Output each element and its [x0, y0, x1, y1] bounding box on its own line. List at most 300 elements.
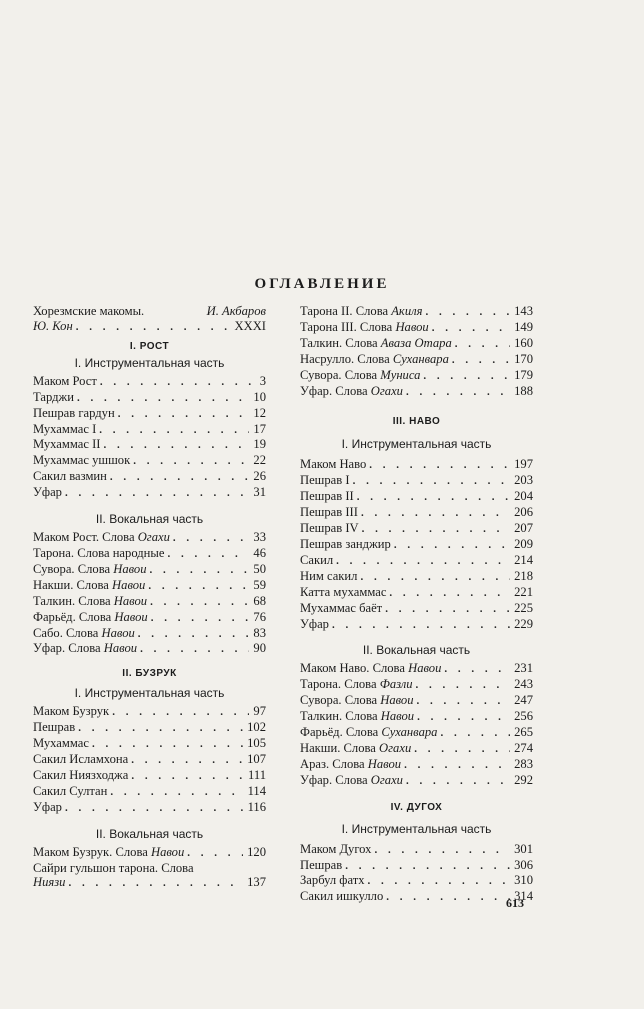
leader-dots — [437, 726, 510, 741]
leader-dots — [62, 801, 244, 816]
toc-entry — [300, 725, 533, 741]
toc-entry — [300, 457, 533, 473]
intro-author-2: Ю. Кон — [33, 318, 73, 333]
toc-entry — [300, 773, 533, 789]
entry-title-text: Маком Дугох — [300, 841, 372, 856]
leader-dots — [365, 874, 511, 889]
entry-author: Огахи — [370, 383, 403, 398]
dugoh-instr-list — [300, 842, 533, 906]
entry-page: 68 — [253, 593, 266, 608]
leader-dots — [184, 846, 243, 861]
leader-dots — [329, 618, 510, 633]
leader-dots — [62, 486, 249, 501]
entry-title-text: Уфар — [300, 616, 329, 631]
entry-title — [300, 320, 429, 335]
leader-dots — [403, 774, 510, 789]
entry-title — [300, 617, 329, 632]
subheading-rost-instr: I. Инструментальная часть — [74, 355, 225, 370]
toc-entry — [33, 422, 266, 438]
toc-entry — [300, 585, 533, 601]
toc-entry — [33, 641, 266, 657]
page-title: ОГЛАВЛЕНИЕ — [254, 276, 390, 292]
leader-dots — [145, 579, 249, 594]
rost-vocal-list — [33, 530, 266, 657]
leader-dots — [130, 454, 249, 469]
leader-dots — [371, 843, 510, 858]
entry-author: Навои — [113, 561, 147, 576]
entry-page: 292 — [514, 772, 533, 787]
leader-dots — [128, 769, 244, 784]
leader-dots — [413, 678, 511, 693]
entry-title — [300, 693, 414, 708]
toc-entry — [300, 336, 533, 352]
leader-dots — [382, 602, 510, 617]
entry-page: 102 — [247, 720, 266, 735]
entry-page: 59 — [253, 577, 266, 592]
toc-entry — [33, 736, 266, 752]
rost-instr-list — [33, 374, 266, 501]
entry-title-text: Накши. Слова — [33, 577, 109, 592]
leader-dots — [109, 705, 249, 720]
entry-title — [300, 457, 366, 472]
entry-title-text: Сакил Исламхона — [33, 752, 129, 767]
toc-entry — [33, 390, 266, 406]
toc-entry — [300, 741, 533, 757]
leader-dots — [401, 758, 510, 773]
entry-title — [300, 352, 449, 367]
toc-entry — [300, 489, 533, 505]
leader-dots — [75, 721, 243, 736]
leader-dots — [333, 554, 510, 569]
leader-dots — [359, 522, 510, 537]
entry-title — [300, 601, 382, 616]
leader-dots — [107, 470, 250, 485]
entry-author: Аваза Отара — [380, 335, 452, 350]
entry-page: 111 — [248, 767, 266, 782]
leader-dots — [128, 753, 243, 768]
entry-page: 221 — [514, 584, 533, 599]
entry-title — [300, 304, 422, 319]
leader-dots — [403, 385, 510, 400]
entry-title — [33, 736, 89, 751]
leader-dots — [97, 375, 256, 390]
entry-title — [33, 546, 164, 561]
entry-page: 229 — [514, 616, 533, 631]
entry-page: 283 — [514, 756, 533, 771]
toc-entry — [300, 889, 533, 905]
entry-title-text: Сакил ишкулло — [300, 889, 384, 904]
entry-title — [33, 594, 147, 609]
entry-title — [300, 889, 383, 904]
entry-author: Навои — [367, 756, 402, 771]
toc-entry — [33, 800, 266, 816]
entry-title-text: Сувора. Слова — [33, 561, 111, 576]
entry-author: Навои — [112, 577, 146, 592]
entry-title — [300, 368, 420, 383]
buzruk-instr-list — [33, 704, 266, 815]
entry-page: 207 — [514, 521, 533, 536]
entry-title — [300, 384, 403, 399]
entry-title-text: Пешрав — [33, 720, 76, 735]
toc-entry — [33, 485, 266, 501]
entry-page: 265 — [514, 725, 533, 740]
entry-title — [33, 437, 100, 452]
entry-page: 3 — [259, 373, 266, 388]
leader-dots — [357, 570, 510, 585]
entry-author: Навои — [103, 641, 138, 656]
entry-title-text: Мухаммас I — [33, 421, 97, 436]
entry-title — [300, 709, 414, 724]
entry-title — [300, 473, 350, 488]
toc-entry — [300, 352, 533, 368]
leader-dots — [383, 890, 510, 905]
toc-entry — [33, 768, 266, 784]
entry-page: 206 — [514, 505, 533, 520]
leader-dots — [135, 627, 250, 642]
entry-title-text: Сакил Султан — [33, 783, 108, 798]
toc-entry — [33, 720, 266, 736]
leader-dots — [414, 710, 510, 725]
entry-title-text: Пешрав II — [300, 489, 354, 504]
left-column — [33, 304, 266, 891]
entry-title — [33, 374, 97, 389]
leader-dots — [115, 407, 250, 422]
toc-entry — [33, 626, 266, 642]
entry-page: 120 — [247, 844, 266, 859]
leader-dots — [96, 423, 249, 438]
leader-dots — [452, 337, 510, 352]
entry-title-text: Пешрав I — [300, 473, 350, 488]
entry-author: Навои — [113, 593, 148, 608]
entry-title — [300, 842, 371, 857]
entry-title-text: Тарона. Слова народные — [33, 545, 165, 560]
entry-page: 170 — [514, 351, 533, 366]
entry-page: 197 — [514, 457, 533, 472]
leader-dots — [147, 563, 250, 578]
entry-title — [33, 641, 137, 656]
entry-title-text: Сувора. Слова — [300, 693, 378, 708]
entry-title — [33, 422, 96, 437]
section-heading-buzruk: II. БУЗРУК — [122, 668, 177, 680]
subheading-rost-vocal: II. Вокальная часть — [95, 512, 204, 527]
entry-title-text: Уфар. Слова — [300, 383, 368, 398]
toc-entry — [33, 752, 266, 768]
entry-title-text: Талкин. Слова — [300, 335, 378, 350]
entry-title — [33, 485, 62, 500]
toc-entry — [300, 858, 533, 874]
entry-title — [300, 677, 413, 692]
toc-entry — [33, 546, 266, 562]
entry-title-text: Сувора. Слова — [300, 367, 378, 382]
leader-dots — [100, 438, 249, 453]
section-heading-navo: III. НАВО — [392, 416, 441, 428]
entry-title-text: Пешрав гардун — [33, 405, 115, 420]
entry-title — [33, 406, 115, 421]
toc-entry-line — [33, 861, 266, 876]
subheading-buzruk-vocal: II. Вокальная часть — [95, 826, 204, 841]
entry-page: 218 — [514, 568, 533, 583]
entry-title-text: Мухаммас — [33, 736, 89, 751]
leader-dots — [65, 876, 243, 891]
entry-title — [300, 773, 403, 788]
toc-entry — [300, 757, 533, 773]
toc-entry-continuation — [33, 875, 266, 891]
toc-entry — [300, 537, 533, 553]
entry-page: 33 — [253, 530, 266, 545]
entry-title-text: Фарьёд. Слова — [33, 609, 112, 624]
section-heading-rost: I. РОСТ — [129, 340, 170, 352]
entry-title — [300, 521, 359, 536]
entry-title-text: Уфар. Слова — [300, 772, 368, 787]
page-number: 613 — [506, 896, 524, 910]
toc-entry — [33, 578, 266, 594]
toc-entry — [300, 304, 533, 320]
entry-page: 31 — [253, 485, 266, 500]
entry-title — [33, 390, 74, 405]
toc-entry — [300, 873, 533, 889]
entry-title-text: Сабо. Слова — [33, 625, 99, 640]
entry-title — [300, 336, 452, 351]
entry-author: Навои — [380, 709, 415, 724]
entry-title — [33, 610, 148, 625]
entry-page: 149 — [514, 319, 533, 334]
entry-author: Фазли — [379, 677, 413, 692]
entry-page: 114 — [247, 783, 266, 798]
right-column — [300, 304, 533, 905]
entry-title-text: Ним сакил — [300, 568, 358, 583]
entry-title-text: Уфар — [33, 485, 62, 500]
entry-page: 188 — [514, 383, 533, 398]
entry-title — [33, 768, 128, 783]
entry-title — [300, 585, 386, 600]
entry-title — [33, 800, 62, 815]
entry-page: 90 — [253, 641, 266, 656]
entry-page: 107 — [247, 752, 266, 767]
entry-author: Навои — [395, 319, 429, 334]
leader-dots — [147, 595, 249, 610]
entry-title — [300, 858, 342, 873]
entry-page: 160 — [514, 335, 533, 350]
entry-page: 243 — [514, 677, 533, 692]
entry-page: 231 — [514, 661, 533, 676]
leader-dots — [414, 694, 511, 709]
intro-line-1 — [33, 304, 266, 319]
entry-title — [300, 873, 365, 888]
entry-author: Навои — [408, 661, 442, 676]
toc-entry — [33, 530, 266, 546]
entry-title — [300, 661, 441, 676]
entry-title — [33, 845, 184, 860]
toc-entry — [33, 453, 266, 469]
leader-dots — [342, 859, 510, 874]
toc-entry — [33, 704, 266, 720]
entry-title-text: Тарона II. Слова — [300, 304, 389, 318]
entry-title-text: Сакил — [300, 552, 334, 567]
leader-dots — [148, 611, 250, 626]
entry-author: Огахи — [379, 740, 412, 755]
entry-title — [33, 626, 135, 641]
entry-title-text: Мухаммас II — [33, 437, 101, 452]
intro-line-2 — [33, 319, 266, 335]
leader-dots — [73, 320, 231, 335]
entry-page: 143 — [514, 304, 533, 318]
entry-page: 19 — [253, 437, 266, 452]
buzruk-vocal-rest-list — [300, 304, 533, 399]
leader-dots — [441, 662, 510, 677]
leader-dots — [366, 458, 510, 473]
entry-title — [33, 704, 109, 719]
entry-page: 209 — [514, 536, 533, 551]
entry-title-text: Мухаммас баёт — [300, 600, 383, 615]
entry-title-text: Пешрав IV — [300, 521, 359, 536]
entry-title — [300, 741, 411, 756]
entry-title — [33, 578, 145, 593]
subheading-navo-instr: I. Инструментальная часть — [341, 437, 492, 452]
navo-instr-list — [300, 457, 533, 632]
entry-page: 137 — [247, 875, 266, 890]
entry-title — [33, 720, 75, 735]
entry-author: Навои — [150, 844, 185, 859]
entry-title — [33, 469, 107, 484]
toc-entry — [33, 845, 266, 861]
entry-page: 46 — [253, 545, 266, 560]
entry-title-text: Маком Наво — [300, 457, 367, 472]
entry-page: 301 — [514, 841, 533, 856]
entry-page: 247 — [514, 693, 533, 708]
intro-label: Хорезмские макомы. — [33, 304, 145, 318]
entry-page: 105 — [247, 736, 266, 751]
entry-title-text: Араз. Слова — [300, 756, 365, 771]
entry-title — [300, 489, 354, 504]
toc-entry — [300, 384, 533, 400]
toc-entry — [300, 661, 533, 677]
entry-page: 179 — [514, 367, 533, 382]
leader-dots — [137, 642, 249, 657]
entry-page: 97 — [253, 704, 266, 719]
entry-title — [33, 562, 147, 577]
entry-page: 306 — [514, 857, 533, 872]
entry-title-text: Пешрав III — [300, 505, 358, 520]
entry-page: 274 — [514, 740, 533, 755]
leader-dots — [429, 321, 510, 336]
entry-author: Огахи — [370, 772, 403, 787]
leader-dots — [354, 490, 510, 505]
navo-vocal-list — [300, 661, 533, 788]
entry-title-text: Пешрав занджир — [300, 536, 391, 551]
entry-page: 83 — [253, 625, 266, 640]
entry-title-text: Уфар — [33, 799, 62, 814]
entry-page: 256 — [514, 709, 533, 724]
intro-page: XXXI — [234, 318, 266, 333]
toc-entry — [33, 594, 266, 610]
entry-title-text: Маком Бузрук — [33, 704, 110, 719]
entry-author: Навои — [101, 625, 135, 640]
entry-title — [300, 553, 333, 568]
entry-title-text: Талкин. Слова — [300, 709, 378, 724]
leader-dots — [107, 785, 243, 800]
toc-entry — [300, 473, 533, 489]
leader-dots — [74, 391, 249, 406]
toc-entry — [300, 677, 533, 693]
leader-dots — [391, 538, 510, 553]
entry-author: Огахи — [137, 530, 170, 545]
entry-title-text: Талкин. Слова — [33, 593, 111, 608]
entry-title-text: Маком Рост. Слова — [33, 530, 135, 545]
toc-entry — [300, 553, 533, 569]
entry-title-text: Маком Наво. Слова — [300, 661, 405, 676]
entry-page: 204 — [514, 489, 533, 504]
entry-title-text: Накши. Слова — [300, 740, 376, 755]
entry-author: Ниязи — [33, 875, 66, 890]
section-heading-dugoh: IV. ДУГОХ — [390, 801, 443, 813]
leader-dots — [164, 547, 249, 562]
entry-author: Муниса — [380, 367, 421, 382]
entry-title-text: Маком Рост — [33, 373, 97, 388]
entry-title-text: Мухаммас ушшок — [33, 453, 131, 468]
toc-entry — [300, 601, 533, 617]
entry-title — [300, 569, 357, 584]
entry-page: 116 — [247, 799, 266, 814]
toc-entry — [300, 521, 533, 537]
toc-entry — [300, 709, 533, 725]
toc-entry — [300, 505, 533, 521]
toc-entry — [300, 569, 533, 585]
toc-entry — [33, 374, 266, 390]
leader-dots — [449, 353, 510, 368]
subheading-dugoh-instr: I. Инструментальная часть — [341, 821, 492, 836]
toc-entry — [300, 693, 533, 709]
entry-author: Суханвара — [381, 725, 438, 740]
leader-dots — [358, 506, 510, 521]
toc-entry — [300, 320, 533, 336]
entry-title-text: Катта мухаммас — [300, 584, 387, 599]
intro-author-1: И. Акбаров — [206, 304, 266, 318]
entry-page: 76 — [253, 609, 266, 624]
entry-page: 10 — [253, 389, 266, 404]
entry-title-text: Зарбул фатх — [300, 873, 365, 888]
leader-dots — [422, 305, 510, 320]
subheading-buzruk-instr: I. Инструментальная часть — [74, 686, 225, 701]
entry-title — [300, 757, 401, 772]
entry-title-text: Сакил Ниязходжа — [33, 767, 129, 782]
entry-title-text: Насрулло. Слова — [300, 351, 390, 366]
leader-dots — [350, 474, 511, 489]
entry-page: 314 — [514, 889, 533, 904]
entry-page: 225 — [514, 600, 533, 615]
leader-dots — [89, 737, 243, 752]
entry-author: Навои — [380, 693, 414, 708]
subheading-navo-vocal: II. Вокальная часть — [362, 643, 471, 658]
entry-author: Акиля — [391, 304, 423, 318]
entry-page: 22 — [253, 453, 266, 468]
entry-title-text: Уфар. Слова — [33, 641, 101, 656]
toc-entry — [33, 469, 266, 485]
entry-title — [300, 725, 437, 740]
entry-title-text: Тарона III. Слова — [300, 319, 393, 334]
entry-title — [33, 453, 130, 468]
leader-dots — [386, 586, 510, 601]
entry-title-text: Фарьёд. Слова — [300, 725, 379, 740]
entry-title-text: Маком Бузрук. Слова — [33, 844, 148, 859]
toc-entry — [300, 617, 533, 633]
toc-entry — [33, 784, 266, 800]
entry-page: 310 — [514, 873, 533, 888]
entry-title — [33, 784, 107, 799]
entry-page: 50 — [253, 561, 266, 576]
entry-page: 26 — [253, 469, 266, 484]
entry-title — [33, 530, 170, 545]
leader-dots — [170, 531, 250, 546]
